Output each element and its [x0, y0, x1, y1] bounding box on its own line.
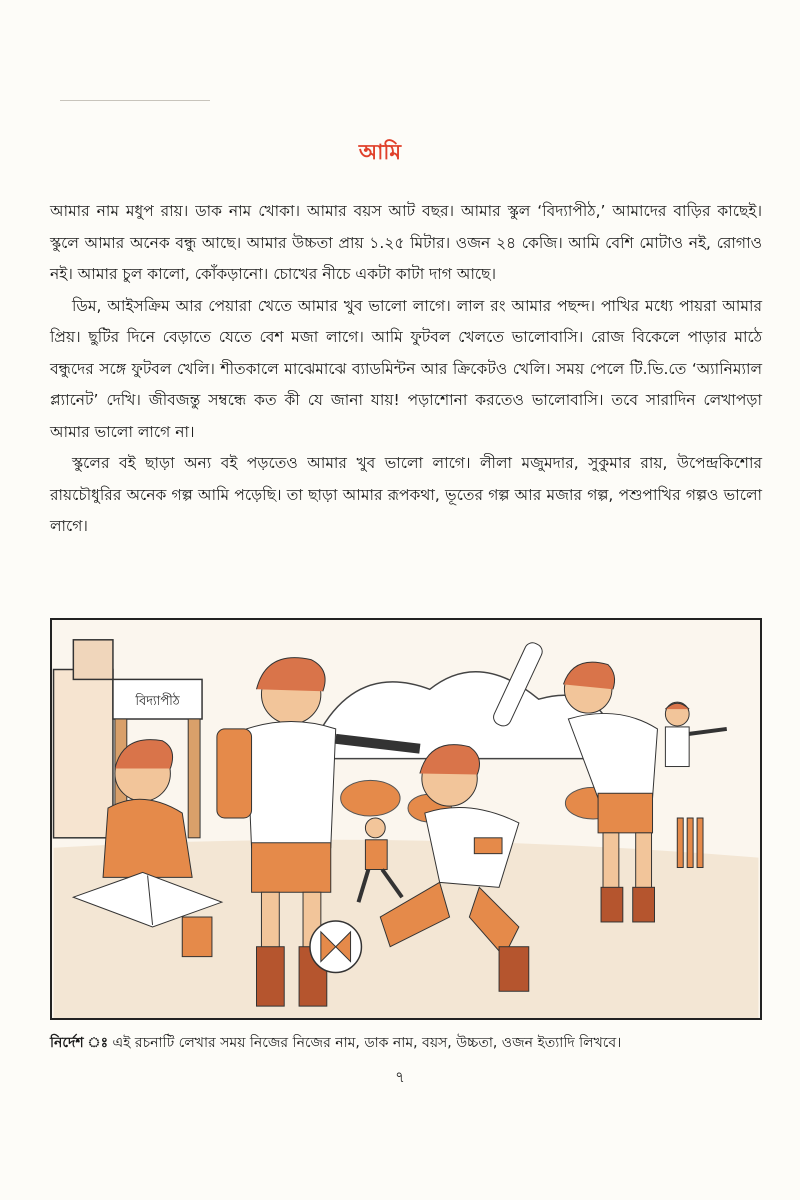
instruction-label: নির্দেশ ঃ — [50, 1035, 109, 1051]
essay-body — [50, 196, 762, 543]
cricket-stumps — [677, 818, 703, 868]
instruction-note — [50, 1031, 762, 1055]
page-number: ৭ — [395, 1068, 405, 1086]
paragraph-3: স্কুলের বই ছাড়া অন্য বই পড়তেও আমার খুব ভালো লাগে। লীলা মজুমদার, সুকুমার রায়, উপেন্দ্রকিশোর রায়চৌধুরির অনেক গল্প আমি পড়েছি। তা ছাড়া আমার রূপকথা, ভূতের গল্প আর মজার গল্প, পশুপাখির গল্পও ভালো লাগে। — [50, 454, 762, 535]
paragraph-1: আমার নাম মধুপ রায়। ডাক নাম খোকা। আমার বয়স আট বছর। আমার স্কুল ‘বিদ্যাপীঠ,’ আমাদের বাড়ির কাছেই। স্কুলে আমার অনেক বন্ধু আছে। আমার উচ্চতা প্রায় ১.২৫ মিটার। ওজন ২৪ কেজি। আমি বেশি মোটাও নই, রোগাও নই। আমার চুল কালো, কোঁকড়ানো। চোখের নীচে একটা কাটা দাগ আছে। — [50, 202, 762, 283]
scan-mark — [60, 100, 210, 101]
page-title: আমি — [358, 140, 402, 164]
football — [310, 921, 361, 972]
illustration-children-playing — [50, 618, 762, 1020]
paragraph-2: ডিম, আইসক্রিম আর পেয়ারা খেতে আমার খুব ভালো লাগে। লাল রং আমার পছন্দ। পাখির মধ্যে পায়রা আমার প্রিয়। ছুটির দিনে বেড়াতে যেতে বেশ মজা লাগে। আমি ফুটবল খেলতে ভালোবাসি। রোজ বিকেলে পাড়ার মাঠে বন্ধুদের সঙ্গে ফুটবল খেলি। শীতকালে মাঝেমাঝে ব্যাডমিন্টন আর ক্রিকেটও খেলি। সময় পেলে টি.ভি.তে ‘অ্যানিম্যাল প্ল্যানেট’ দেখি। জীবজন্তু সম্বন্ধে কত কী যে জানা যায়! পড়াশোনা করতেও ভালোবাসি। তবে সারাদিন লেখাপড়া আমার ভালো লাগে না। — [50, 296, 762, 441]
instruction-text: এই রচনাটি লেখার সময় নিজের নিজের নাম, ডাক নাম, বয়স, উচ্চতা, ওজন ইত্যাদি লিখবে। — [112, 1035, 622, 1051]
school-sign-text: বিদ্যাপীঠ — [135, 694, 180, 710]
